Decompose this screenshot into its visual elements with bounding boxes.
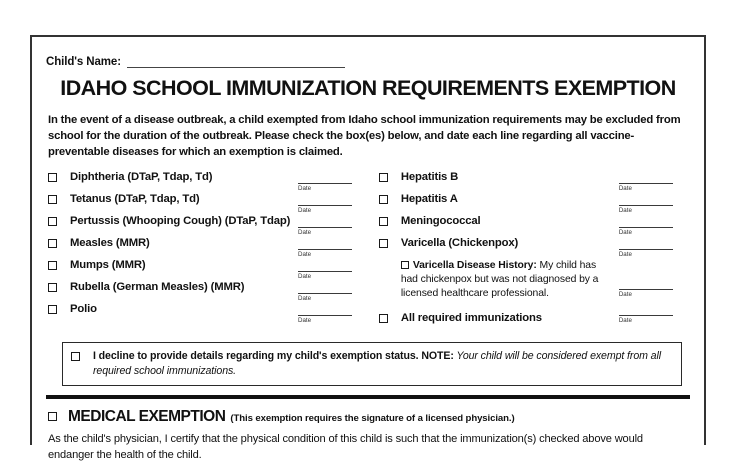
date-rule[interactable] [619, 205, 673, 206]
date-field-mumps[interactable] [298, 271, 352, 280]
decline-italic-text: Your child will be considered exempt from all required school immunizations. [93, 349, 661, 377]
date-field-hepatitis-b[interactable] [619, 183, 673, 192]
intro-paragraph: In the event of a disease outbreak, a child exempted from Idaho school immunization requirements may be excluded from school for the duration of the outbreak. Please check the box(es) below, and date each line regarding all vaccine-preventable diseases for which an exemption is claimed. [48, 114, 681, 159]
date-rule[interactable] [619, 289, 673, 290]
date-caption: Date [618, 317, 632, 325]
date-field-rubella[interactable] [298, 293, 352, 302]
varicella-disease-history-note[interactable] [401, 259, 616, 300]
varicella-note-body: My child has had chickenpox but was not diagnosed by a licensed healthcare professional. [400, 260, 599, 300]
checklist-item-label: Polio [70, 303, 97, 316]
checkbox-icon[interactable] [379, 314, 388, 323]
checklist-item-label: Pertussis (Whooping Cough) (DTaP, Tdap) [70, 215, 291, 228]
date-rule[interactable] [298, 227, 352, 228]
checkbox-icon[interactable] [48, 305, 57, 314]
date-field-pertussis[interactable] [298, 227, 352, 236]
checklist-item-label: Varicella (Chickenpox) [400, 237, 519, 250]
checklist-item-label: All required immunizations [400, 311, 542, 324]
checkbox-icon[interactable] [71, 352, 80, 361]
vaccine-checklist [46, 170, 690, 332]
checkbox-icon[interactable] [48, 412, 57, 421]
medical-exemption-title: MEDICAL EXEMPTION [68, 408, 226, 426]
date-caption: Date [298, 207, 312, 215]
checkbox-icon[interactable] [401, 261, 409, 269]
decline-statement [93, 349, 673, 378]
date-field-varicella-history[interactable] [619, 289, 673, 298]
checkbox-icon[interactable] [48, 173, 57, 182]
date-field-varicella[interactable] [619, 249, 673, 258]
decline-details-box[interactable] [62, 342, 682, 386]
date-rule[interactable] [298, 249, 352, 250]
date-rule[interactable] [298, 293, 352, 294]
left-vaccine-column [48, 170, 369, 332]
date-field-meningococcal[interactable] [619, 227, 673, 236]
checklist-item-label: Meningococcal [400, 215, 481, 228]
checklist-item-label: Hepatitis B [400, 171, 459, 184]
decline-bold-text: I decline to provide details regarding my child's exemption status. NOTE [93, 349, 451, 362]
date-caption: Date [618, 291, 632, 299]
date-field-hepatitis-a[interactable] [619, 205, 673, 214]
checkbox-icon[interactable] [48, 261, 57, 270]
date-rule[interactable] [619, 183, 673, 184]
date-caption: Date [618, 207, 632, 215]
medical-exemption-body: As the child's physician, I certify that the physical condition of this child is such that the immunization(s) checked above would endanger the health of the child. [48, 433, 643, 462]
checklist-item-label: Measles (MMR) [70, 237, 150, 250]
date-caption: Date [298, 229, 312, 237]
checkbox-icon[interactable] [48, 195, 57, 204]
child-name-input-line[interactable] [127, 55, 345, 68]
date-rule[interactable] [298, 205, 352, 206]
date-caption: Date [618, 229, 632, 237]
checklist-item-label: Hepatitis A [400, 193, 458, 206]
checkbox-icon[interactable] [379, 195, 388, 204]
checkbox-icon[interactable] [379, 217, 388, 226]
checkbox-icon[interactable] [379, 173, 388, 182]
child-name-label: Child's Name: [46, 56, 121, 68]
date-caption: Date [298, 317, 312, 325]
date-rule[interactable] [298, 271, 352, 272]
checkbox-icon[interactable] [48, 283, 57, 292]
right-vaccine-column [379, 170, 688, 332]
exemption-form-sheet [30, 35, 706, 462]
date-field-diphtheria[interactable] [298, 183, 352, 192]
checkbox-icon[interactable] [48, 217, 57, 226]
date-caption: Date [298, 273, 312, 281]
date-caption: Date [298, 295, 312, 303]
date-rule[interactable] [619, 249, 673, 250]
page-title: IDAHO SCHOOL IMMUNIZATION REQUIREMENTS EXEMPTION [60, 76, 676, 100]
checkbox-icon[interactable] [379, 239, 388, 248]
checklist-item-label: Rubella (German Measles) (MMR) [70, 281, 245, 294]
date-caption: Date [298, 185, 312, 193]
date-rule[interactable] [298, 315, 352, 316]
date-field-polio[interactable] [298, 315, 352, 324]
checkbox-icon[interactable] [48, 239, 57, 248]
date-rule[interactable] [619, 315, 673, 316]
date-field-all-required[interactable] [619, 315, 673, 324]
checklist-item-label: Mumps (MMR) [70, 259, 146, 272]
checklist-item-label: Diphtheria (DTaP, Tdap, Td) [70, 171, 213, 184]
medical-exemption-subtitle: (This exemption requires the signature of a licensed physician.) [230, 413, 515, 425]
varicella-note-lead: Varicella Disease History: [412, 260, 537, 272]
section-divider [46, 395, 690, 399]
date-rule[interactable] [619, 227, 673, 228]
date-caption: Date [298, 251, 312, 259]
checklist-item-label: Tetanus (DTaP, Tdap, Td) [70, 193, 200, 206]
date-caption: Date [618, 185, 632, 193]
date-field-measles[interactable] [298, 249, 352, 258]
date-field-tetanus[interactable] [298, 205, 352, 214]
decline-colon: : [450, 349, 454, 362]
child-name-row [46, 37, 690, 68]
date-caption: Date [618, 251, 632, 259]
date-rule[interactable] [298, 183, 352, 184]
medical-exemption-header[interactable] [46, 408, 690, 426]
